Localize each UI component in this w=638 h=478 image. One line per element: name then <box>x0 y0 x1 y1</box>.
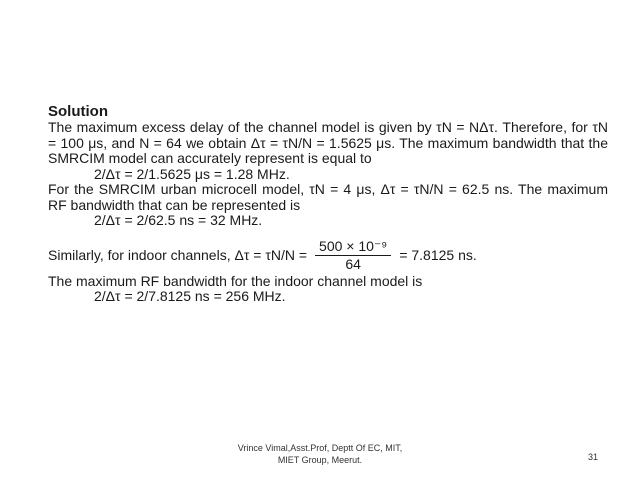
fraction <box>315 239 391 272</box>
indoor-channel-equation <box>48 238 608 274</box>
footer-author-line1: Vrince Vimal,Asst.Prof, Deptt Of EC, MIT, <box>237 443 403 453</box>
spacer <box>48 229 608 238</box>
paragraph-indoor-bandwidth: The maximum RF bandwidth for the indoor channel model is <box>48 272 423 289</box>
paragraph-max-excess-delay: The maximum excess delay of the channel model is given by τN = NΔτ. Therefore, for τN = 100 μs, and N = 64 we obtain Δτ = τN/N = 1.5625 μs. The maximum bandwidth that the SMRCIM model can accurately represent is equal to <box>48 119 608 166</box>
paragraph-urban-microcell: For the SMRCIM urban microcell model, τN = 4 μs, Δτ = τN/N = 62.5 ns. The maximum RF bandwidth that can be represented is <box>48 181 608 213</box>
equation-bandwidth-smrcim: 2/Δτ = 2/1.5625 μs = 1.28 MHz. <box>94 165 290 182</box>
footer-author <box>210 442 430 466</box>
indoor-result: = 7.8125 ns. <box>399 246 477 263</box>
slide-content <box>48 104 608 305</box>
fraction-denominator: 64 <box>345 256 361 272</box>
footer-author-line2: MIET Group, Meerut. <box>277 455 363 465</box>
fraction-numerator: 500 × 10⁻⁹ <box>315 239 391 256</box>
equation-bandwidth-indoor: 2/Δτ = 2/7.8125 ns = 256 MHz. <box>94 288 286 304</box>
solution-heading: Solution <box>48 103 108 120</box>
page-number: 31 <box>588 452 599 462</box>
equation-bandwidth-microcell: 2/Δτ = 2/62.5 ns = 32 MHz. <box>94 212 263 228</box>
indoor-prefix: Similarly, for indoor channels, Δτ = τN/N = <box>48 246 308 263</box>
